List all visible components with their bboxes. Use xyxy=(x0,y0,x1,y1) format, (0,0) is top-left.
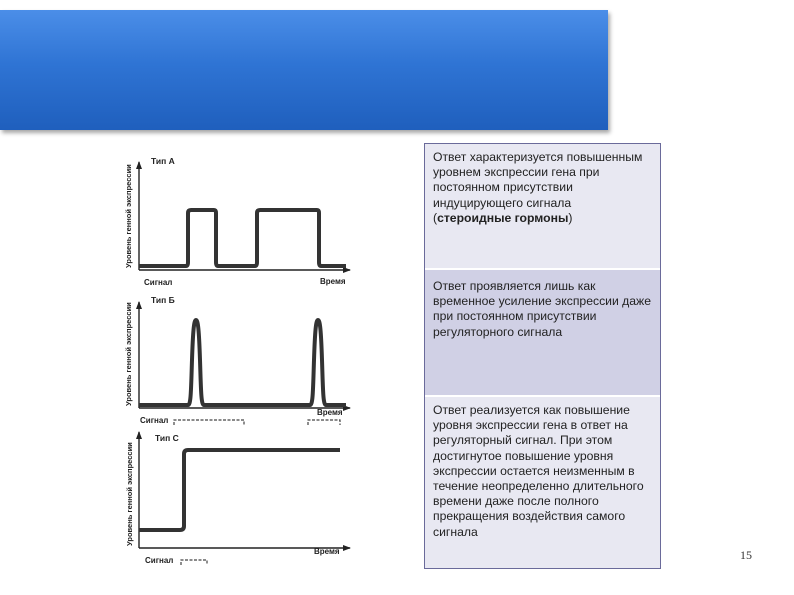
response-a-text-start: Ответ характеризуется повышенным уровнем экспрессии гена при постоянном присутствии индуцирующего сигнала ( xyxy=(433,150,643,225)
expression-curve-a xyxy=(139,210,346,266)
page-number: 15 xyxy=(740,548,752,562)
type-label-b: Тип Б xyxy=(151,295,175,305)
y-axis-label-c: Уровень генной экспрессии xyxy=(125,442,134,546)
type-label-c: Тип С xyxy=(155,433,179,443)
panel-type-c xyxy=(125,432,350,565)
signal-label-a: Сигнал xyxy=(144,278,173,287)
panel-type-b xyxy=(124,295,350,425)
response-descriptions xyxy=(424,143,661,569)
time-label-a: Время xyxy=(320,277,346,286)
gene-expression-figure xyxy=(118,140,366,570)
title-banner xyxy=(0,10,608,130)
y-axis-label-a: Уровень генной экспрессии xyxy=(124,164,133,268)
expression-curve-b xyxy=(139,320,346,405)
response-description-c: Ответ реализуется как повышение уровня экспрессии гена в ответ на регуляторный сигнал. При этом достигнутое повышение уровня экспрессии остается неизменным в течение неопределенно длительного времени даже после полного прекращения воздействия самого сигнала xyxy=(425,396,660,568)
expression-curve-c xyxy=(139,450,340,530)
y-axis-label-b: Уровень генной экспрессии xyxy=(124,302,133,406)
panel-type-a xyxy=(124,156,350,287)
signal-trace-b-2 xyxy=(308,420,340,425)
time-label-b: Время xyxy=(317,408,343,417)
type-label-a: Тип А xyxy=(151,156,175,166)
signal-label-b: Сигнал xyxy=(140,416,169,425)
response-a-bold-text: стероидные гормоны xyxy=(437,210,569,225)
time-label-c: Время xyxy=(314,547,340,556)
response-description-b: Ответ проявляется лишь как временное усиление экспрессии даже при постоянном присутствии регуляторного сигнала xyxy=(425,270,660,395)
gene-expression-diagram xyxy=(118,140,366,570)
signal-trace-b-1 xyxy=(174,420,244,425)
signal-label-c: Сигнал xyxy=(145,556,174,565)
signal-trace-c xyxy=(181,560,207,565)
response-a-text-end: ) xyxy=(568,210,573,225)
response-description-a xyxy=(425,144,660,269)
